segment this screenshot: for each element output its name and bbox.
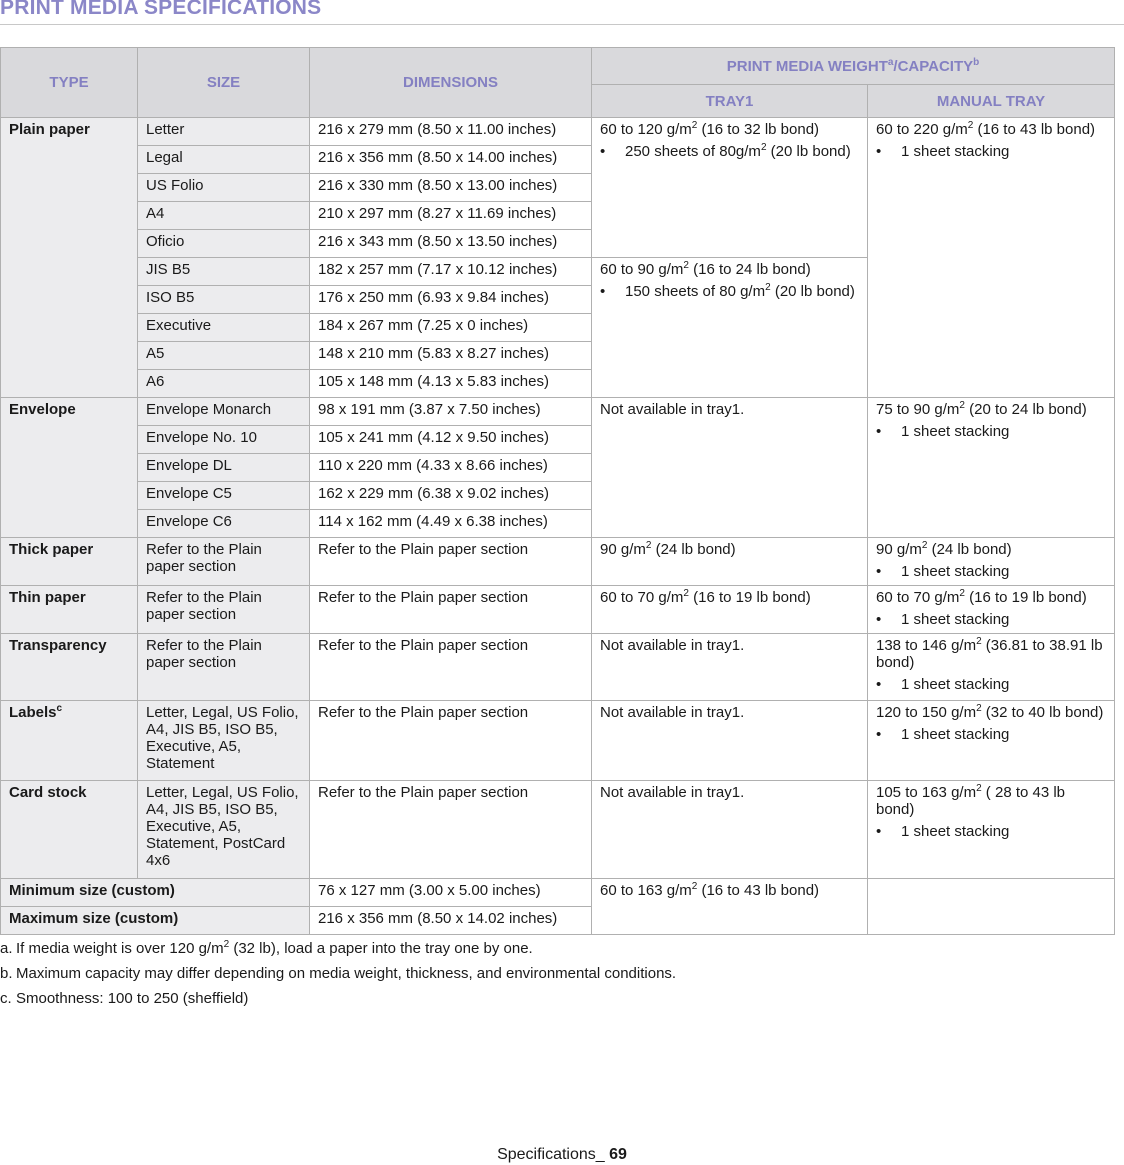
header-weight-label: PRINT MEDIA WEIGHT [726,57,888,75]
dimensions-cell: 216 x 356 mm (8.50 x 14.02 inches) [310,907,592,935]
size-cell: Letter, Legal, US Folio, A4, JIS B5, ISO B5, Executive, A5, Statement [138,701,310,781]
tray1-cell: Not available in tray1. [592,781,868,879]
manual-tray-cell: 105 to 163 $g/m^2$ ( 28 to 43 lb bond) • 1 sheet stacking [868,781,1115,879]
list-item: • 1 sheet stacking [876,563,1010,580]
size-cell: Letter [138,118,310,146]
dimensions-cell: 182 x 257 mm (7.17 x 10.12 inches) [310,258,592,286]
manual-tray-cell [868,879,1115,935]
dimensions-cell: Refer to the Plain paper section [310,701,592,781]
manual-tray-cell: 75 to 90 $g/m^2$ (20 to 24 lb bond) • 1 sheet stacking [868,398,1115,538]
list-item: • 1 sheet stacking [876,823,1010,840]
size-cell: Refer to the Plain paper section [138,586,310,634]
size-cell: Envelope No. 10 [138,426,310,454]
tray1-cell: 60 to 90 $g/m^2$ (16 to 24 lb bond) • 150 sheets of 80 $g/m^2$ (20 lb bond) [592,258,868,398]
table-row [1,701,1115,781]
type-transparency: Transparency [1,634,138,701]
list-item: • 1 sheet stacking [876,423,1010,440]
size-cell: Refer to the Plain paper section [138,538,310,586]
size-cell: Envelope Monarch [138,398,310,426]
dimensions-cell: Refer to the Plain paper section [310,781,592,879]
size-cell: JIS B5 [138,258,310,286]
size-cell: Letter, Legal, US Folio, A4, JIS B5, ISO B5, Executive, A5, Statement, PostCard 4x6 [138,781,310,879]
size-cell: Oficio [138,230,310,258]
page-number: 69 [609,1146,627,1163]
tray1-cell: Not available in tray1. [592,701,868,781]
header-weight-capacity [592,48,1115,85]
size-cell: Executive [138,314,310,342]
print-media-spec-table [0,47,1115,935]
size-cell: Legal [138,146,310,174]
dimensions-cell: Refer to the Plain paper section [310,538,592,586]
header-manual-tray: MANUAL TRAY [868,85,1115,118]
dimensions-cell: 76 x 127 mm (3.00 x 5.00 inches) [310,879,592,907]
dimensions-cell: 105 x 148 mm (4.13 x 5.83 inches) [310,370,592,398]
dimensions-cell: 148 x 210 mm (5.83 x 8.27 inches) [310,342,592,370]
footnote-ref-b: b [973,56,980,68]
type-plain-paper: Plain paper [1,118,138,398]
minimum-size-label: Minimum size (custom) [1,879,310,907]
list-item: • 1 sheet stacking [876,676,1010,693]
footer-section: Specifications_ [497,1146,605,1163]
footnote-a: a. If media weight is over 120 $g/m^2$ (32 lb), load a paper into the tray one by one. [0,939,533,957]
table-row [1,586,1115,634]
dimensions-cell: 105 x 241 mm (4.12 x 9.50 inches) [310,426,592,454]
table-row [1,634,1115,701]
size-cell: Envelope DL [138,454,310,482]
size-cell: ISO B5 [138,286,310,314]
type-envelope: Envelope [1,398,138,538]
page-title: PRINT MEDIA SPECIFICATIONS [0,0,322,19]
dimensions-cell: 210 x 297 mm (8.27 x 11.69 inches) [310,202,592,230]
list-item: • 1 sheet stacking [876,611,1010,628]
size-cell: US Folio [138,174,310,202]
footnote-b: b. Maximum capacity may differ depending on media weight, thickness, and environmental conditions. [0,965,677,982]
page-footer [0,1146,1124,1164]
footnote-ref-a: a [887,56,894,68]
title-divider [0,24,1124,25]
dimensions-cell: 176 x 250 mm (6.93 x 9.84 inches) [310,286,592,314]
tray1-cell: 90 $g/m^2$ (24 lb bond) [592,538,868,586]
manual-tray-cell: 120 to 150 $g/m^2$ (32 to 40 lb bond) • 1 sheet stacking [868,701,1115,781]
dimensions-cell: 216 x 356 mm (8.50 x 14.00 inches) [310,146,592,174]
dimensions-cell: 98 x 191 mm (3.87 x 7.50 inches) [310,398,592,426]
header-tray1: TRAY1 [592,85,868,118]
header-size: SIZE [138,48,310,118]
size-cell: A4 [138,202,310,230]
table-row [1,398,1115,426]
table-row [1,118,1115,146]
list-item: • 250 sheets of $80g/m^2$ (20 lb bond) [600,142,851,160]
dimensions-cell: 114 x 162 mm (4.49 x 6.38 inches) [310,510,592,538]
manual-tray-cell: 90 $g/m^2$ (24 lb bond) • 1 sheet stacking [868,538,1115,586]
size-cell: Envelope C5 [138,482,310,510]
tray1-cell: Not available in tray1. [592,634,868,701]
tray1-cell: 60 to 120 $g/m^2$ (16 to 32 lb bond) • 250 sheets of $80g/m^2$ (20 lb bond) [592,118,868,258]
dimensions-cell: 216 x 330 mm (8.50 x 13.00 inches) [310,174,592,202]
dimensions-cell: 184 x 267 mm (7.25 x 0 inches) [310,314,592,342]
header-dimensions: DIMENSIONS [310,48,592,118]
dimensions-cell: 162 x 229 mm (6.38 x 9.02 inches) [310,482,592,510]
tray1-cell: Not available in tray1. [592,398,868,538]
list-item: • 1 sheet stacking [876,143,1010,160]
type-labels: Labels$^c$ [1,701,138,781]
tray1-cell: 60 to 70 $g/m^2$ (16 to 19 lb bond) [592,586,868,634]
header-capacity-label: /CAPACITY [893,57,974,75]
footnote-c: c. Smoothness: 100 to 250 (sheffield) [0,990,249,1007]
dimensions-cell: 216 x 279 mm (8.50 x 11.00 inches) [310,118,592,146]
tray1-cell: 60 to 163 $g/m^2$ (16 to 43 lb bond) [592,879,868,935]
manual-tray-cell: 60 to 220 $g/m^2$ (16 to 43 lb bond) • 1 sheet stacking [868,118,1115,398]
manual-tray-cell: 60 to 70 $g/m^2$ (16 to 19 lb bond) • 1 sheet stacking [868,586,1115,634]
type-thick-paper: Thick paper [1,538,138,586]
list-item: • 150 sheets of 80 $g/m^2$ (20 lb bond) [600,282,855,300]
maximum-size-label: Maximum size (custom) [1,907,310,935]
list-item: • 1 sheet stacking [876,726,1010,743]
header-type: TYPE [1,48,138,118]
footnote-ref-c: c [56,703,63,714]
size-cell: A5 [138,342,310,370]
table-row [1,538,1115,586]
dimensions-cell: Refer to the Plain paper section [310,634,592,701]
size-cell: A6 [138,370,310,398]
dimensions-cell: 216 x 343 mm (8.50 x 13.50 inches) [310,230,592,258]
dimensions-cell: 110 x 220 mm (4.33 x 8.66 inches) [310,454,592,482]
table-row [1,781,1115,879]
type-card-stock: Card stock [1,781,138,879]
manual-tray-cell: 138 to 146 $g/m^2$ (36.81 to 38.91 lb bond) • 1 sheet stacking [868,634,1115,701]
table-row [1,879,1115,907]
type-thin-paper: Thin paper [1,586,138,634]
size-cell: Refer to the Plain paper section [138,634,310,701]
size-cell: Envelope C6 [138,510,310,538]
dimensions-cell: Refer to the Plain paper section [310,586,592,634]
